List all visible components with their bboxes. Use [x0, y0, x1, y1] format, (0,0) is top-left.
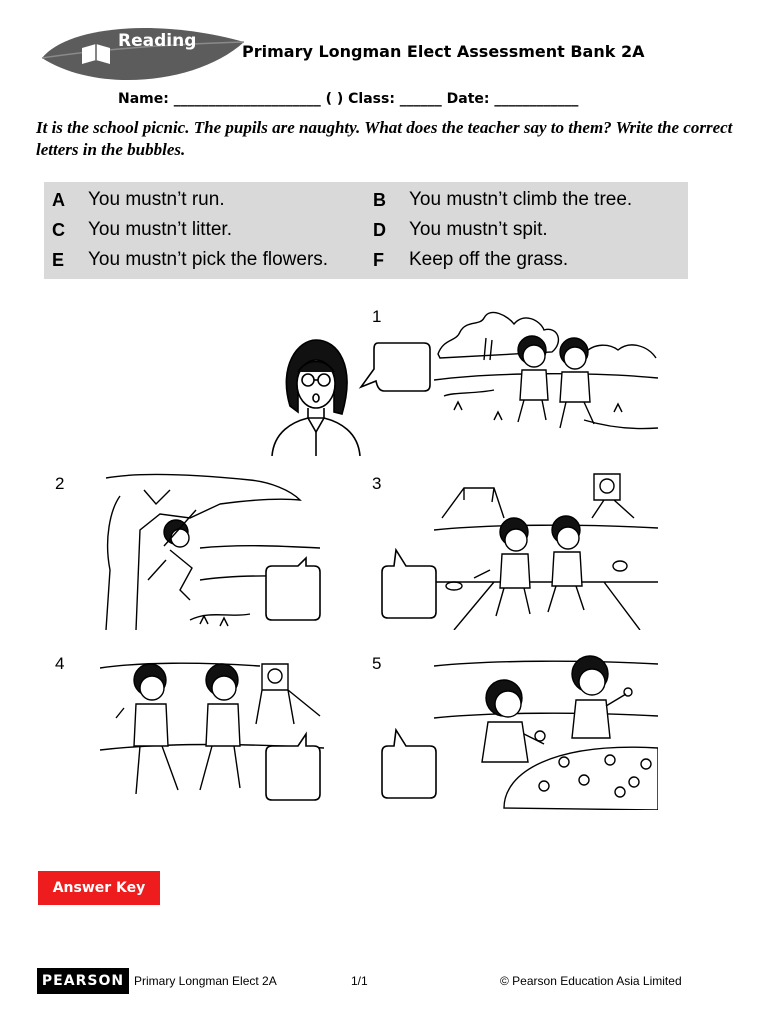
option-letter: C: [52, 220, 65, 240]
instructions: It is the school picnic. The pupils are naughty. What does the teacher say to them? Write the correct letters in the bubbles.: [36, 118, 733, 159]
options-box: [44, 182, 688, 279]
section-label: Reading: [118, 31, 197, 51]
option-text: You mustn’t run.: [88, 189, 225, 210]
option-letter: F: [373, 250, 384, 270]
question-number-3: 3: [372, 474, 382, 493]
picture-3-children-littering: [434, 470, 658, 630]
answer-bubble-4[interactable]: [262, 730, 324, 802]
option-letter: D: [373, 220, 386, 240]
picture-1-children-walking: [434, 302, 658, 444]
question-number-1: 1: [372, 307, 382, 326]
option-letter: B: [373, 190, 386, 210]
option-letter: A: [52, 190, 65, 210]
question-number-5: 5: [372, 654, 382, 673]
option-text: You mustn’t pick the flowers.: [88, 249, 329, 270]
option-text: You mustn’t climb the tree.: [409, 189, 633, 210]
option-letter: E: [52, 250, 65, 270]
answer-bubble-5[interactable]: [378, 728, 440, 800]
pearson-logo: PEARSON: [37, 968, 129, 994]
teacher-illustration: [268, 336, 364, 456]
answer-bubble-3[interactable]: [378, 548, 440, 620]
option-text: Keep off the grass.: [409, 249, 569, 270]
footer-page-number: 1/1: [351, 974, 368, 988]
option-text: You mustn’t litter.: [88, 219, 232, 240]
question-number-2: 2: [55, 474, 65, 493]
footer-copyright: © Pearson Education Asia Limited: [500, 974, 682, 988]
answer-bubble-2[interactable]: [262, 556, 324, 622]
picture-5-girls-picking-flowers: [434, 652, 658, 810]
footer-book-title: Primary Longman Elect 2A: [134, 974, 277, 988]
page-title: Primary Longman Elect Assessment Bank 2A: [242, 42, 645, 61]
question-number-4: 4: [55, 654, 65, 673]
answer-bubble-1[interactable]: [358, 339, 434, 395]
option-text: You mustn’t spit.: [409, 219, 548, 240]
answer-key-button[interactable]: Answer Key: [38, 871, 160, 905]
student-info-line: Name: _____________________ ( ) Class: ______ Date: ____________: [118, 91, 579, 107]
